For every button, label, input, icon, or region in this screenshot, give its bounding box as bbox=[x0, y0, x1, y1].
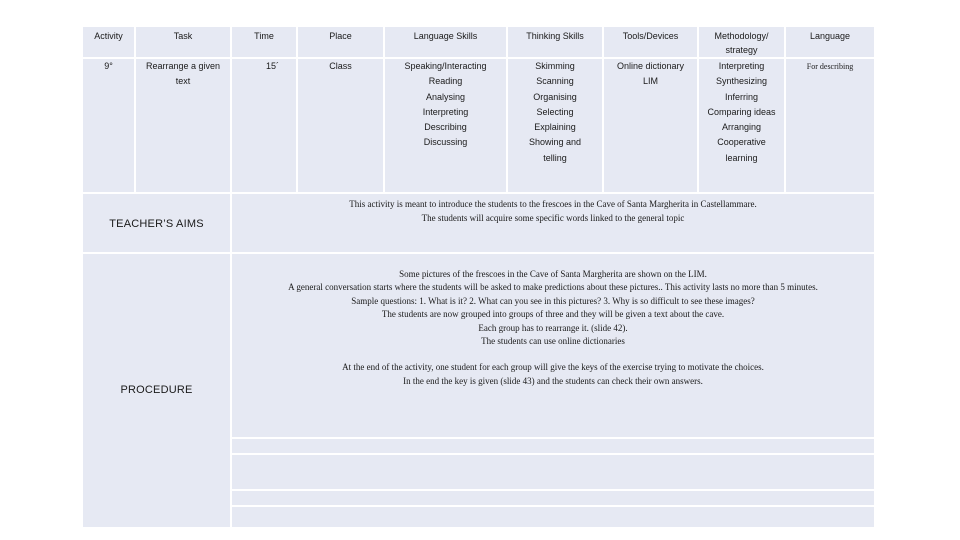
text-line: The students can use online dictionaries bbox=[481, 336, 625, 347]
list-item: Synthesizing bbox=[715, 76, 768, 87]
row-divider bbox=[232, 505, 874, 507]
text-line: Some pictures of the frescoes in the Cave of Santa Margherita are shown on the LIM. bbox=[399, 269, 707, 279]
list-item: learning bbox=[725, 152, 758, 163]
list-item: Cooperative bbox=[717, 137, 766, 148]
column-divider bbox=[602, 27, 604, 192]
list-item: Interpreting bbox=[718, 61, 765, 71]
row-divider bbox=[232, 437, 874, 439]
list-item: telling bbox=[543, 152, 567, 163]
list-item: Comparing ideas bbox=[707, 106, 776, 117]
row-divider bbox=[232, 489, 874, 491]
procedure-label: PROCEDURE bbox=[120, 384, 193, 396]
list-item: Speaking/Interacting bbox=[404, 61, 487, 71]
header-methodology-line: strategy bbox=[725, 45, 758, 55]
list-item: Discussing bbox=[423, 137, 468, 148]
cell-task-line: text bbox=[175, 76, 191, 87]
cell-task bbox=[136, 59, 230, 90]
teachers-aims-label: TEACHER’S AIMS bbox=[109, 218, 204, 230]
text-line: Each group has to rearrange it. (slide 42). bbox=[478, 322, 628, 333]
list-item: Describing bbox=[424, 122, 467, 133]
column-divider bbox=[784, 27, 786, 192]
header-methodology-line: Methodology/ bbox=[714, 31, 769, 41]
cell-language: For describing bbox=[806, 62, 854, 71]
list-item: LIM bbox=[642, 76, 658, 87]
cell-thinking-skills bbox=[508, 59, 602, 166]
cell-language-skills bbox=[385, 59, 506, 151]
list-item: Explaining bbox=[534, 122, 576, 133]
header-task: Task bbox=[173, 31, 193, 41]
header-methodology bbox=[699, 29, 784, 57]
cell-tools-devices bbox=[604, 59, 697, 90]
column-divider bbox=[134, 27, 136, 192]
header-activity: Activity bbox=[94, 31, 123, 41]
cell-activity: 9° bbox=[104, 61, 113, 71]
header-thinking-skills: Thinking Skills bbox=[526, 31, 584, 41]
list-item: Showing and bbox=[528, 137, 582, 148]
list-item: Selecting bbox=[536, 106, 574, 117]
header-time: Time bbox=[254, 31, 274, 41]
text-line: Sample questions: 1. What is it? 2. What can you see in this pictures? 3. Why is so difficult to see these images? bbox=[351, 295, 755, 306]
column-divider bbox=[296, 27, 298, 192]
list-item: Skimming bbox=[535, 61, 575, 71]
text-line: A general conversation starts where the students will be asked to make predictions about these pictures.. This activity lasts no more than 5 minutes. bbox=[288, 282, 818, 293]
header-place: Place bbox=[329, 31, 352, 41]
list-item: Inferring bbox=[724, 91, 759, 102]
text-line: This activity is meant to introduce the students to the frescoes in the Cave of Santa Margherita in Castellammare. bbox=[349, 199, 757, 209]
list-item: Interpreting bbox=[422, 106, 469, 117]
text-line: In the end the key is given (slide 43) and the students can check their own answers. bbox=[403, 375, 703, 386]
row-divider bbox=[232, 453, 874, 455]
text-line: The students will acquire some specific words linked to the general topic bbox=[421, 213, 685, 223]
teachers-aims-text bbox=[232, 197, 874, 225]
text-line: The students are now grouped into groups of three and they will be given a text about the cave. bbox=[381, 309, 725, 320]
cell-place: Class bbox=[329, 61, 352, 71]
list-item: Arranging bbox=[721, 122, 762, 133]
list-item: Analysing bbox=[425, 91, 466, 102]
list-item: Reading bbox=[428, 76, 463, 87]
list-item: Scanning bbox=[536, 76, 574, 87]
cell-time: 15´ bbox=[266, 61, 280, 71]
row-divider bbox=[83, 192, 874, 194]
list-item: Online dictionary bbox=[616, 61, 685, 71]
header-language: Language bbox=[809, 31, 851, 41]
text-line: At the end of the activity, one student for each group will give the keys of the exercise trying to motivate the choices. bbox=[342, 362, 764, 373]
cell-task-line: Rearrange a given bbox=[145, 61, 221, 71]
list-item: Organising bbox=[533, 91, 577, 102]
row-divider bbox=[83, 252, 874, 254]
cell-methodology bbox=[699, 59, 784, 166]
procedure-text bbox=[232, 268, 874, 388]
header-language-skills: Language Skills bbox=[413, 31, 478, 41]
header-tools-devices: Tools/Devices bbox=[622, 31, 679, 41]
